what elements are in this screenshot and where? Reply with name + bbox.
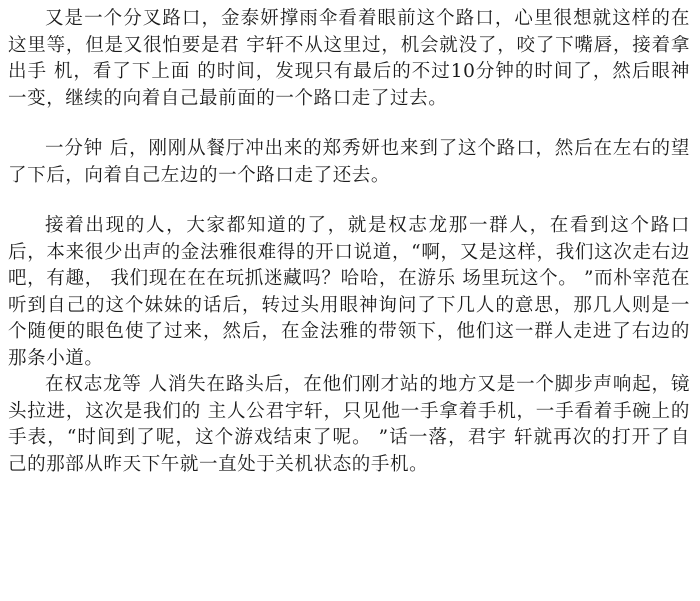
paragraph-1: 又是一个分叉路口，金泰妍撑雨伞看着眼前这个路口，心里很想就这样的在这里等，但是又很怕要是君 宇轩不从这里过，机会就没了，咬了下嘴唇，接着拿出手 机，看了下上面 的时间，发现只有最后的不过10分钟的时间了，然后眼神一变，继续的向着自己最前面的一个路口走了过去。 [8,8,690,109]
paragraph-4: 在权志龙等 人消失在路头后，在他们刚才站的地方又是一个脚步声响起，镜头拉进，这次是我们的 主人公君宇轩，只见他一手拿着手机，一手看着手碗上的手表，“时间到了呢，这个游戏结束了呢。 ”话一落，君宇 轩就再次的打开了自己的那部从昨天下午就一直处于关机状态的手机。 [8,374,690,475]
paragraph-2: 一分钟 后，刚刚从餐厅冲出来的郑秀妍也来到了这个路口，然后在左右的望了下后，向着自己左边的一个路口走了还去。 [8,138,690,186]
paragraph-3: 接着出现的人，大家都知道的了，就是权志龙那一群人，在看到这个路口后，本来很少出声的金法雅很难得的开口说道，“啊，又是这样，我们这次走右边吧，有趣， 我们现在在在玩抓迷藏吗？哈哈，在游乐 场里玩这个。 ”而朴宰范在听到自己的这个妹妹的话后，转过头用眼神询问了下几人的意思，那几人则是一个随便的眼色使了过来，然后，在金法雅的带领下，他们这一群人走进了右边的那条小道。 [8,215,690,369]
